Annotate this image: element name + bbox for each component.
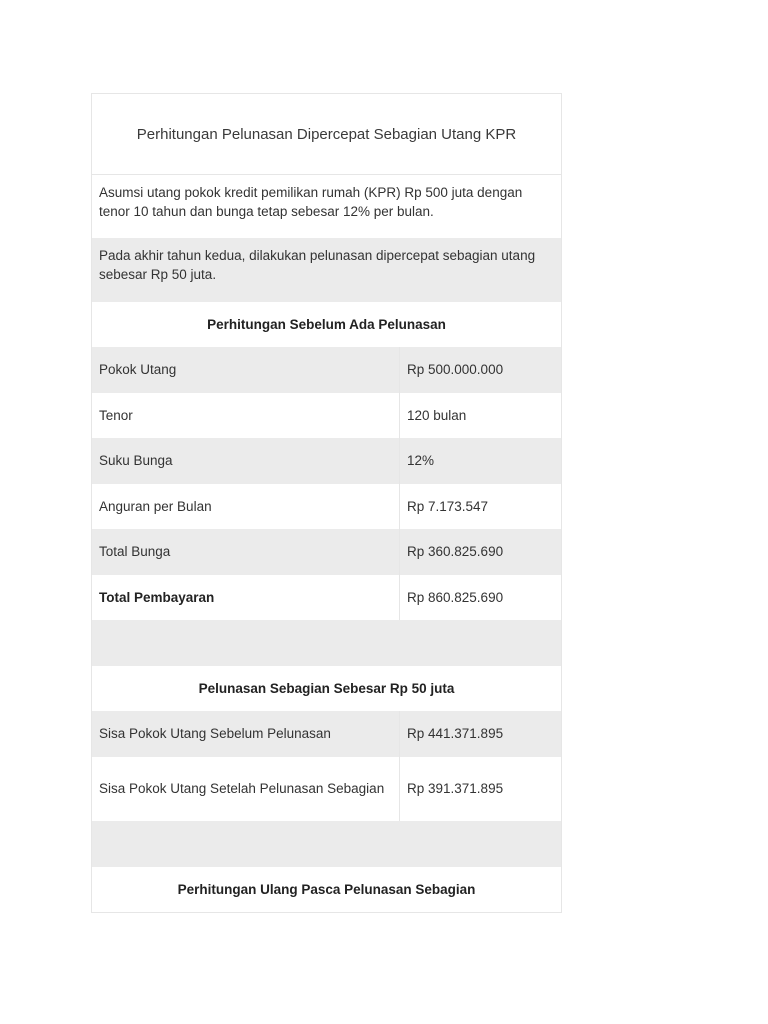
section-heading-after: Perhitungan Ulang Pasca Pelunasan Sebagian (92, 867, 561, 912)
row-value: Rp 441.371.895 (407, 726, 504, 742)
row-value: Rp 860.825.690 (407, 589, 504, 605)
row-label: Sisa Pokok Utang Sebelum Pelunasan (92, 711, 400, 757)
table-row-total-bunga (92, 529, 561, 575)
table-row-pokok-utang (92, 347, 561, 393)
row-label: Anguran per Bulan (92, 484, 400, 530)
row-value: Rp 360.825.690 (407, 544, 504, 560)
kpr-calculation-table (91, 93, 562, 913)
row-label: Sisa Pokok Utang Setelah Pelunasan Sebagian (92, 757, 400, 821)
table-row-suku-bunga (92, 438, 561, 484)
row-value: 120 bulan (407, 407, 467, 423)
table-row-tenor (92, 393, 561, 439)
repayment-paragraph: Pada akhir tahun kedua, dilakukan pelunasan dipercepat sebagian utang sebesar Rp 50 juta. (92, 238, 561, 302)
row-value: Rp 7.173.547 (407, 498, 489, 514)
row-label: Total Pembayaran (92, 575, 400, 621)
table-row-angsuran (92, 484, 561, 530)
row-value: 12% (407, 453, 435, 469)
row-value: Rp 391.371.895 (407, 781, 504, 796)
row-value: Rp 500.000.000 (407, 362, 504, 378)
empty-row (92, 620, 561, 666)
section-heading-partial: Pelunasan Sebagian Sebesar Rp 50 juta (92, 666, 561, 711)
section-heading-before: Perhitungan Sebelum Ada Pelunasan (92, 302, 561, 347)
row-label: Suku Bunga (92, 438, 400, 484)
assumption-paragraph: Asumsi utang pokok kredit pemilikan rumah (KPR) Rp 500 juta dengan tenor 10 tahun dan bunga tetap sebesar 12% per bulan. (92, 175, 561, 238)
table-row-total-pembayaran (92, 575, 561, 621)
row-label: Pokok Utang (92, 347, 400, 393)
empty-row (92, 821, 561, 867)
table-title: Perhitungan Pelunasan Dipercepat Sebagian Utang KPR (92, 94, 561, 175)
row-label: Tenor (92, 393, 400, 439)
row-label: Total Bunga (92, 529, 400, 575)
table-row-sisa-setelah (92, 757, 561, 821)
table-row-sisa-sebelum (92, 711, 561, 757)
